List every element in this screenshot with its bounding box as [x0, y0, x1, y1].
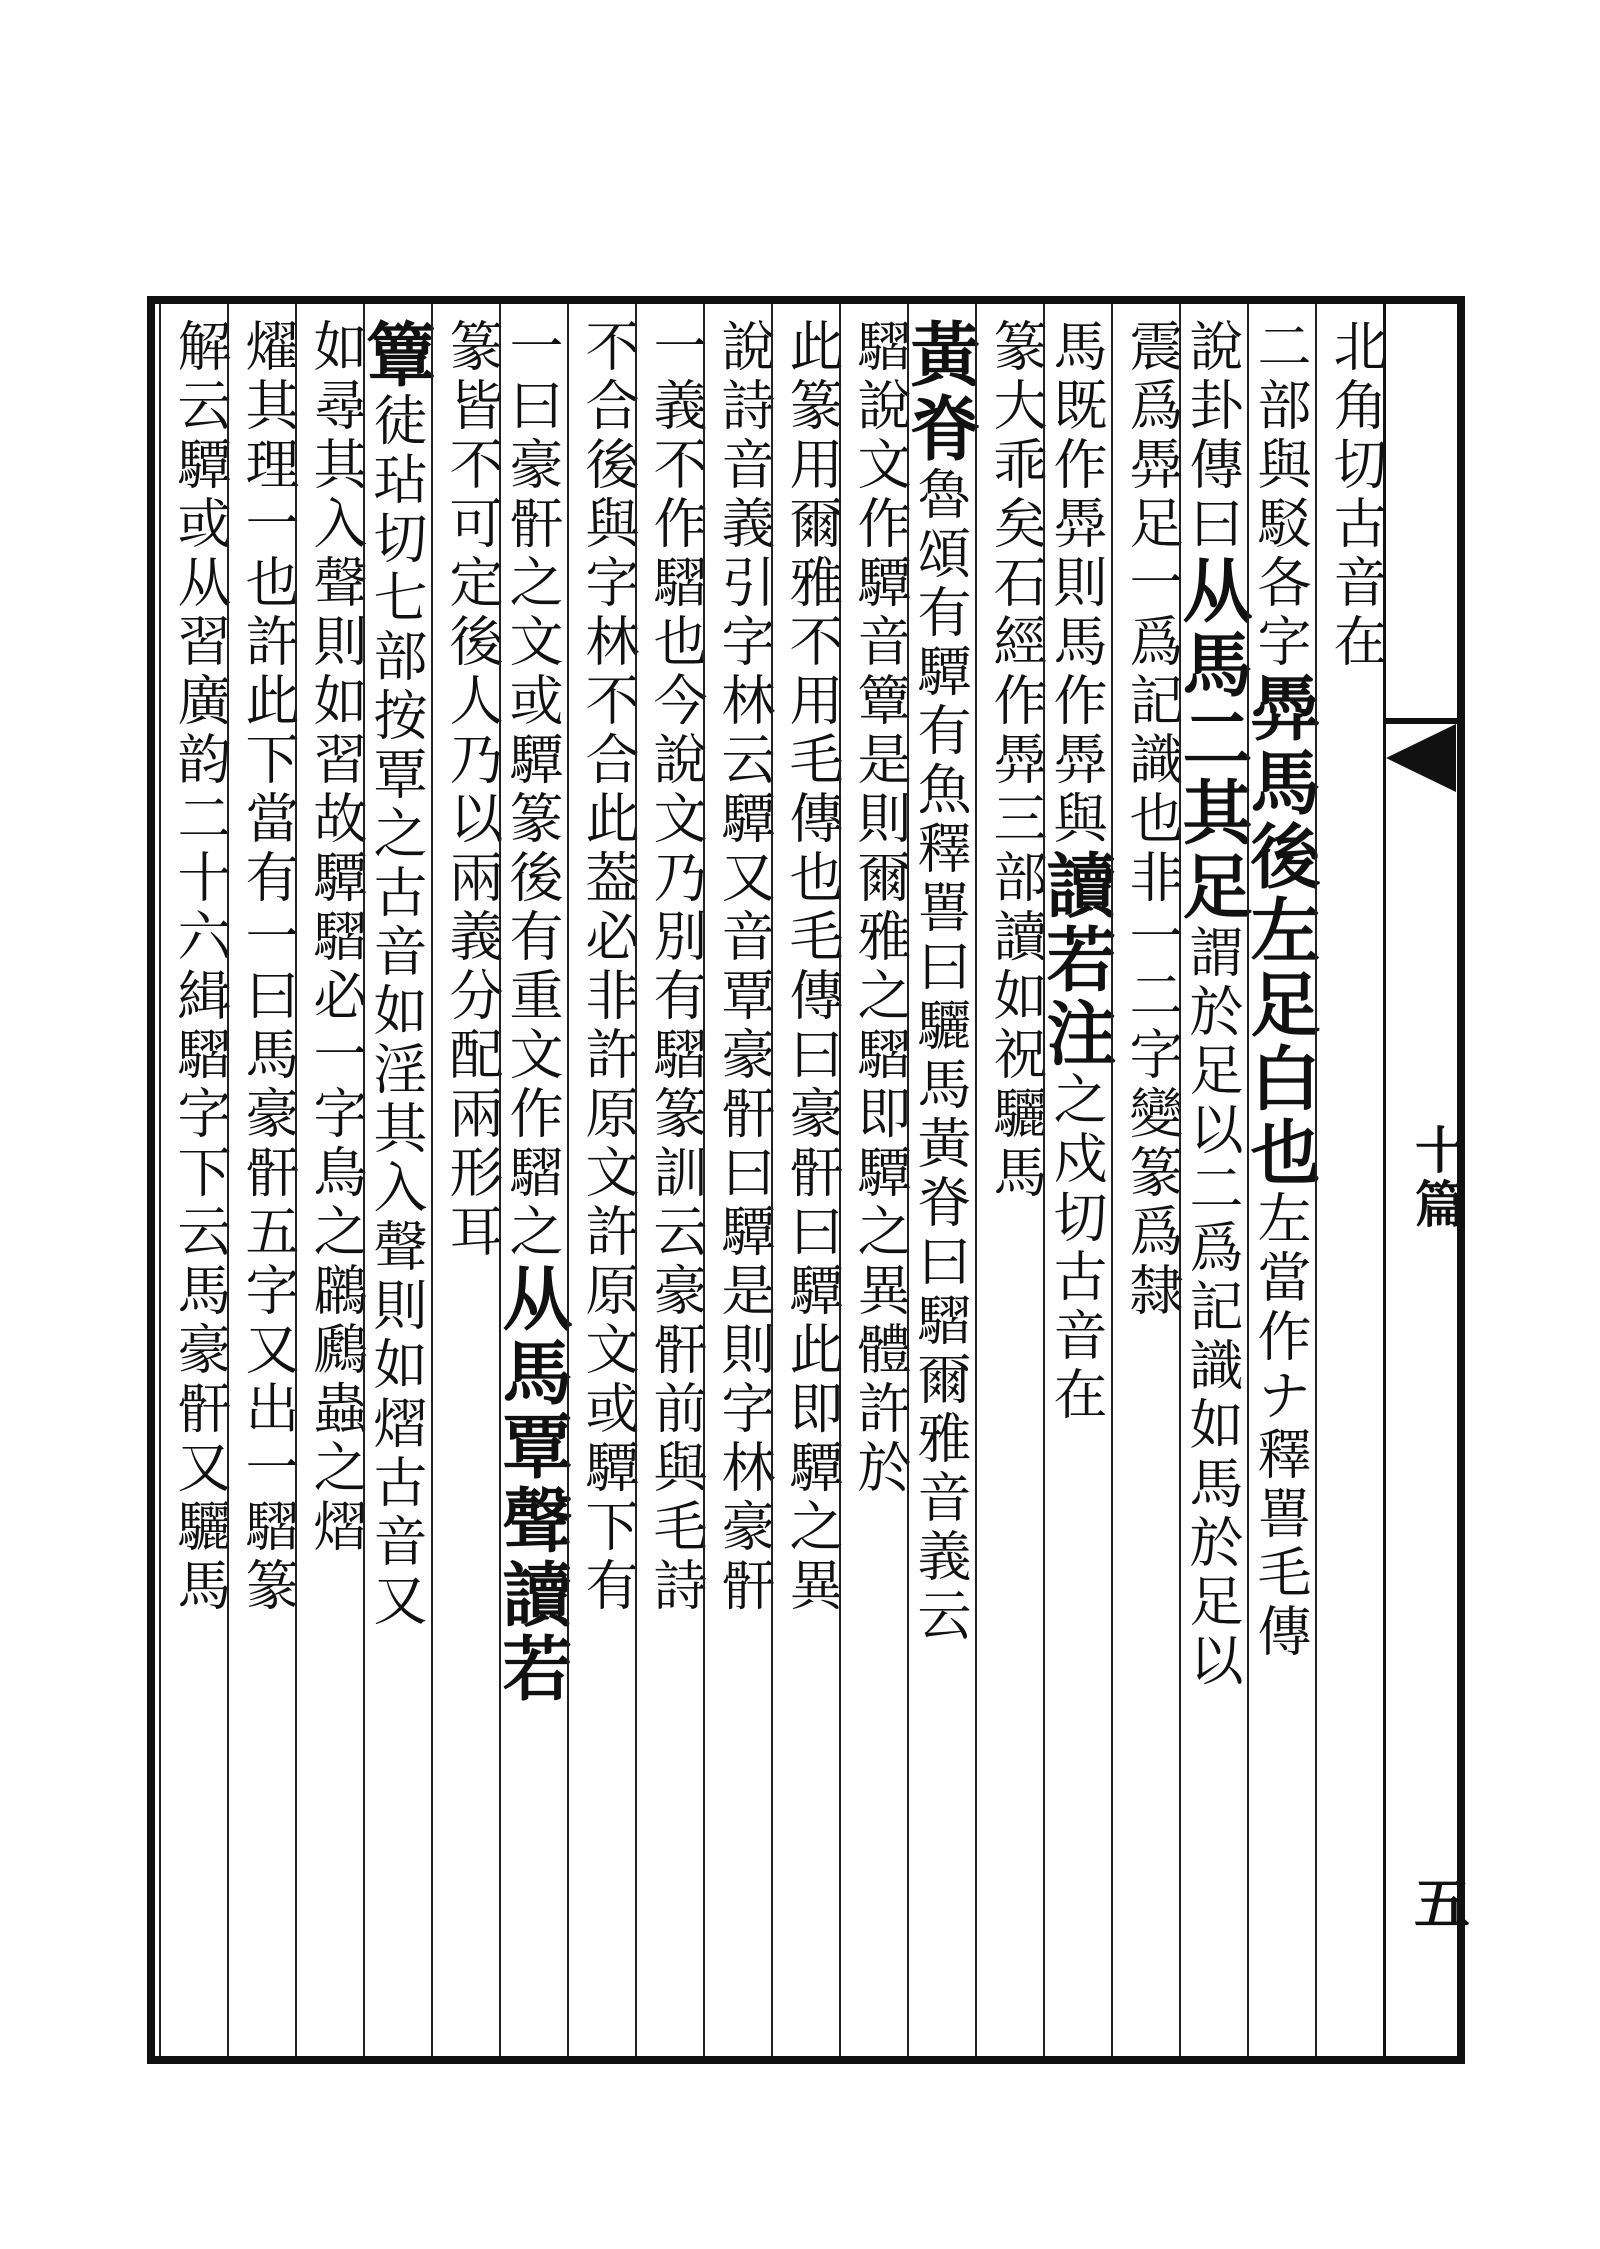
headword-text: 讀若注	[1035, 849, 1118, 1071]
text-column	[355, 304, 438, 2056]
commentary-text: 一義不作騽也今說文乃別有騽篆訓云豪骭前與毛詩	[645, 318, 708, 1616]
text-column	[227, 304, 300, 2056]
commentary-text: 謂於足以二爲記識如馬於足以	[1181, 924, 1244, 1691]
commentary-text: 左當作ナ釋嘼毛傳	[1249, 1190, 1312, 1662]
text-column	[1315, 304, 1388, 2056]
text-column	[1171, 304, 1254, 2056]
text-column	[635, 304, 708, 2056]
text-column	[771, 304, 844, 2056]
headword-text: 从馬二其足	[1171, 554, 1254, 924]
commentary-text: 解云驔或从習廣韵二十六緝騽字下云馬豪骭又驪馬	[169, 318, 232, 1616]
commentary-text: 北角切古音在	[1325, 318, 1388, 672]
text-column	[975, 304, 1048, 2056]
commentary-text: 魯頌有驔有魚釋嘼曰驪馬黃脊曰騽爾雅音義云	[909, 466, 972, 1646]
page-number: 五	[1405, 1874, 1471, 1930]
commentary-text: 三部讀如祝驪馬	[985, 790, 1048, 1203]
text-block	[155, 304, 1388, 2056]
headword-text: 簟	[355, 318, 438, 392]
text-column	[1111, 304, 1184, 2056]
commentary-text: 一曰豪骭之文或驔篆後有重文作騽之	[501, 318, 564, 1262]
headword-text: 馵馬後左足白也	[1239, 672, 1322, 1190]
commentary-text: 徒玷切七部按覃之古音如淫其入聲則如熠古音又	[365, 392, 428, 1631]
volume-label: 十篇	[1407, 1124, 1466, 1232]
text-column	[1239, 304, 1322, 2056]
commentary-text: 說詩音義引字林云驔又音覃豪骭曰驔是則字林豪骭	[713, 318, 776, 1616]
commentary-text: 二部與駁各字	[1249, 318, 1312, 672]
margin-strip	[1383, 304, 1471, 2056]
commentary-text: 震爲馵足	[1121, 318, 1184, 554]
text-column	[1035, 304, 1118, 2056]
commentary-text: 如尋其入聲則如習故驔騽必一字鳥之鸊鷉蟲之熠	[305, 318, 368, 1557]
text-column	[703, 304, 776, 2056]
commentary-text: 篆皆不可定後人乃以兩義分配兩形耳	[441, 318, 504, 1262]
commentary-text: 騽說文作驔音簟是則爾雅之騽即驔之異體許於	[849, 318, 912, 1498]
text-column	[839, 304, 912, 2056]
commentary-text: 說卦傳曰	[1181, 318, 1244, 554]
text-column	[899, 304, 982, 2056]
commentary-text: 馬既作馵則馬作馵與	[1045, 318, 1108, 849]
commentary-text: 一爲記識也非一二字變篆爲隸	[1121, 554, 1184, 1321]
fishtail-mark	[1386, 724, 1456, 792]
text-column	[491, 304, 574, 2056]
commentary-text: 燿其理一也許此下當有一曰馬豪骭五字又出一騽篆	[237, 318, 300, 1616]
commentary-text: 不合後與字林不合此葢必非許原文許原文或驔下有	[577, 318, 640, 1616]
headword-text: 黃脊	[899, 318, 982, 466]
commentary-text: 此篆用爾雅不用毛傳也毛傳曰豪骭曰驔此即驔之異	[781, 318, 844, 1616]
text-column	[159, 304, 232, 2056]
commentary-text: 篆大乖矣石經作馵	[985, 318, 1048, 790]
headword-text: 从馬覃聲讀若	[491, 1262, 574, 1706]
text-column	[431, 304, 504, 2056]
text-column	[295, 304, 368, 2056]
commentary-text: 之戍切古音在	[1045, 1071, 1108, 1425]
text-column	[567, 304, 640, 2056]
